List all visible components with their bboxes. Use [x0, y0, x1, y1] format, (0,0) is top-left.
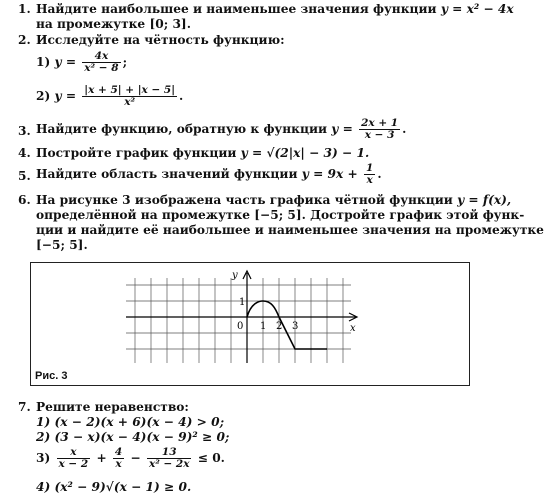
problem-7-sub2: 2) (3 − x)(x − 4)(x − 9)² ≥ 0;	[36, 430, 230, 444]
problem-6-line2: определённой на промежутке [−5; 5]. Достройте график этой функ-	[36, 208, 525, 222]
function-curve	[247, 301, 327, 349]
problem-7-sub1: 1) (x − 2)(x + 6)(x − 4) > 0;	[36, 415, 225, 429]
problem-3	[8, 118, 488, 148]
y-tick-1: 1	[239, 297, 246, 308]
problem-5-text: Найдите область значений функции y = 9x + $\frac{1}{x}$ .	[36, 162, 382, 186]
problem-4	[8, 146, 488, 164]
problem-6-line3: ции и найдите её наибольшее и наименьшее значения на промежутке	[36, 223, 544, 237]
problem-2-number: 2.	[18, 33, 31, 47]
x-tick-1: 1	[260, 321, 267, 332]
problem-1-text: Найдите наибольшее и наименьшее значения функции y = x² − 4x	[36, 2, 514, 16]
problem-6-number: 6.	[18, 193, 31, 207]
problem-7	[8, 400, 488, 498]
problem-7-sub3-frac1: $\frac{x}{x - 2}$	[58, 446, 89, 470]
problem-7-sub3-frac2: $\frac{4}{x}$	[114, 446, 123, 470]
problem-1	[8, 2, 514, 34]
problem-4-number: 4.	[18, 146, 31, 160]
problem-1-number: 1.	[18, 2, 31, 16]
problem-3-number: 3.	[18, 124, 31, 138]
figure-3-graph	[31, 263, 469, 385]
problem-7-sub4: 4) (x² − 9)√(x − 1) ≥ 0.	[36, 480, 192, 494]
problem-5-number: 5.	[18, 169, 31, 183]
problem-6	[8, 193, 544, 257]
problem-6-line1: На рисунке 3 изображена часть графика чётной функции y = f(x),	[36, 193, 512, 207]
problem-7-sub3-frac3: $\frac{13}{\text{x² − 2x}}$	[148, 446, 190, 470]
axis-y-label: y	[232, 270, 238, 281]
problem-2	[8, 33, 488, 113]
problem-4-text: Постройте график функции y = √(2|x| − 3) − 1.	[36, 146, 370, 160]
problem-2-sub2: 2) y = $\frac{|x + 5| + |x - 5|}{\text{x²}}$ .	[36, 84, 184, 108]
problem-6-line4: [−5; 5].	[36, 238, 88, 252]
problem-2-text: Исследуйте на чётность функцию:	[36, 33, 285, 47]
problem-3-text: Найдите функцию, обратную к функции y = $\frac{2x + 1}{x - 3}$ .	[36, 117, 407, 141]
x-tick-3: 3	[292, 321, 299, 332]
axis-x-label: x	[350, 323, 356, 334]
figure-caption: Рис. 3	[35, 370, 68, 382]
problem-2-sub1: 1) y = $\frac{4x}{\text{x² − 8}}$ ;	[36, 50, 128, 74]
x-tick-2: 2	[276, 321, 283, 332]
problem-5-fraction: $\frac{1}{x}$	[366, 162, 374, 186]
problem-1-line2: на промежутке [0; 3].	[36, 17, 191, 31]
figure-3	[30, 262, 470, 386]
problem-7-text: Решите неравенство:	[36, 400, 189, 414]
problem-2-sub2-fraction: $\frac{|x + 5| + |x - 5|}{\text{x²}}$	[84, 84, 176, 108]
problem-7-number: 7.	[18, 400, 31, 414]
problem-5	[8, 163, 488, 193]
origin-label: 0	[237, 321, 244, 332]
problem-2-sub1-fraction: $\frac{4x}{\text{x² − 8}}$	[84, 50, 119, 74]
problem-3-fraction: $\frac{2x + 1}{x - 3}$	[361, 117, 399, 141]
problem-7-sub3: 3) $\frac{x}{x - 2}$ + $\frac{4}{x}$ − $\frac{13}{\text{x² − 2x}}$ ≤ 0.	[36, 446, 225, 470]
